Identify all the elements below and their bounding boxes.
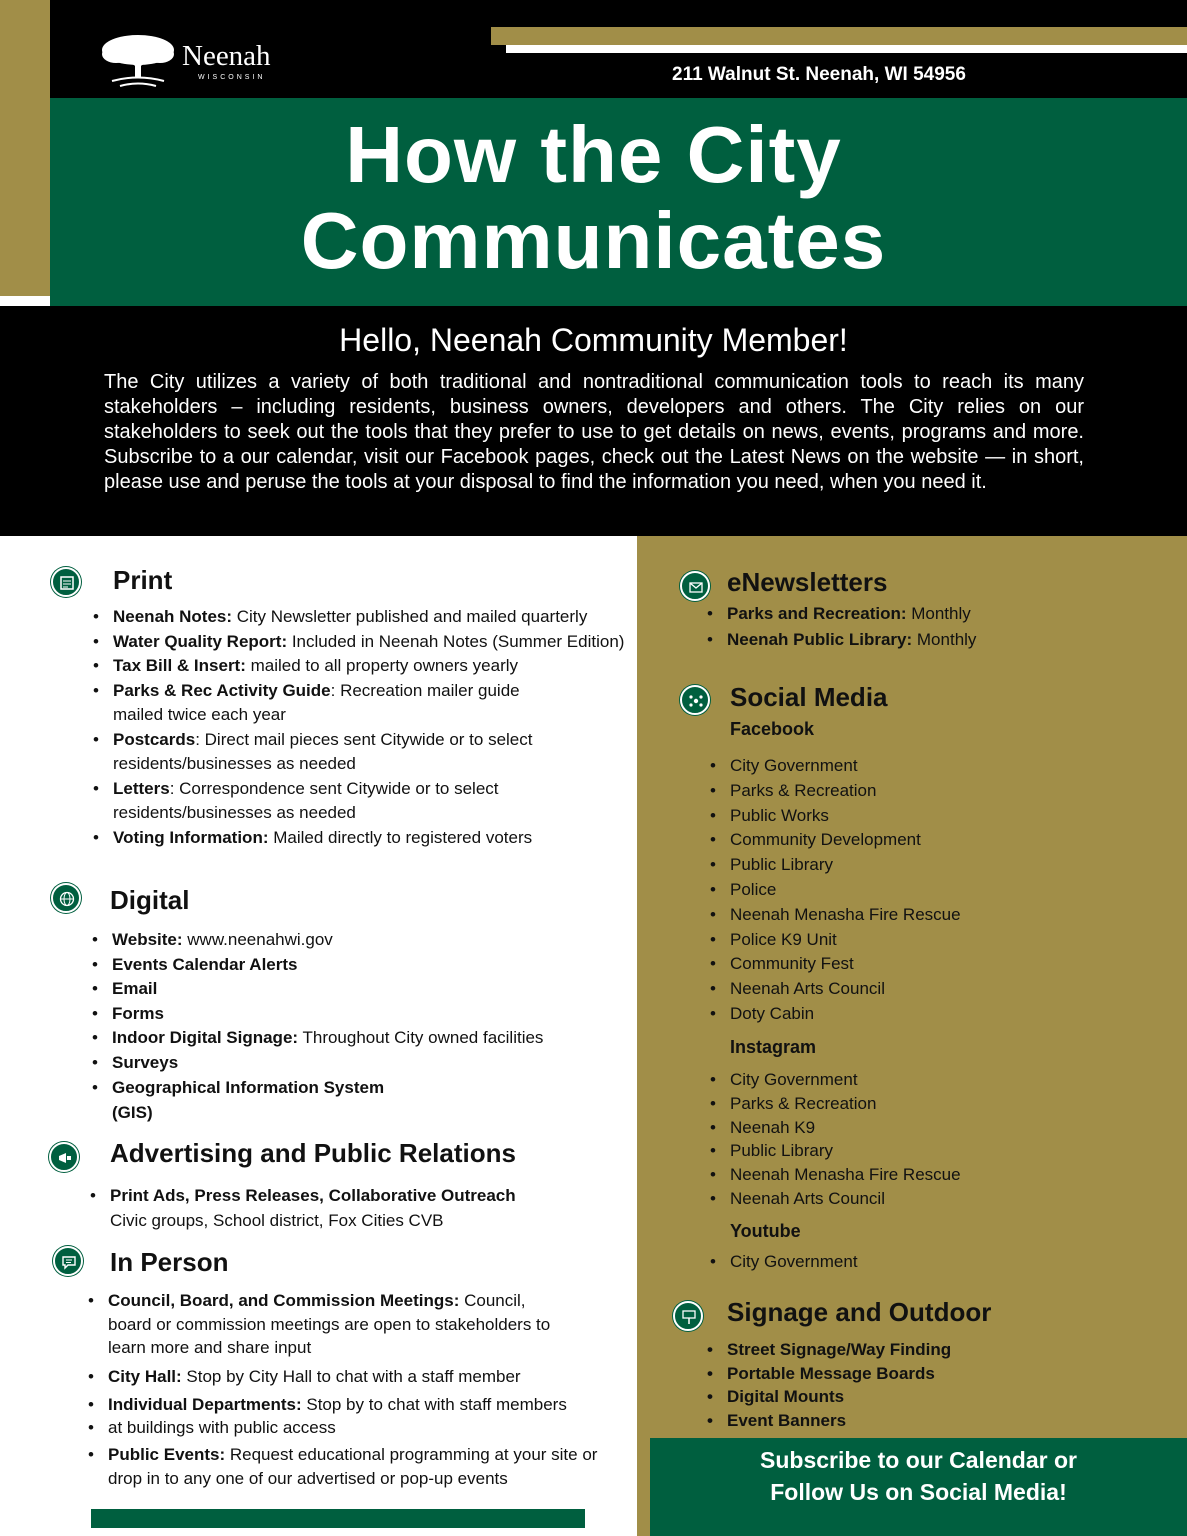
list-item: • Community Fest	[708, 952, 1148, 977]
instagram-list	[708, 1068, 1148, 1211]
youtube-label: Youtube	[730, 1221, 801, 1241]
list-item: • Public Library	[708, 1139, 1148, 1163]
list-item: • Water Quality Report: Included in Neenah Notes (Summer Edition)	[91, 630, 631, 655]
list-item: • Public Events: Request educational programming at your site or drop in to any one of our advertised or pop-up events	[86, 1443, 616, 1490]
list-item: • Police	[708, 878, 1148, 903]
print-list	[91, 605, 631, 850]
list-item: • Parks & Rec Activity Guide: Recreation mailer guide mailed twice each year	[91, 679, 631, 728]
list-item: • Geographical Information System (GIS)	[90, 1075, 420, 1125]
list-item: • Neenah Menasha Fire Rescue	[708, 903, 1148, 928]
list-item: • Neenah Notes: City Newsletter published and mailed quarterly	[91, 605, 631, 630]
list-item: • City Government	[708, 1250, 1148, 1274]
cta-line-2: Follow Us on Social Media!	[770, 1479, 1067, 1505]
top-gold-stripe	[491, 27, 1187, 45]
advertising-list	[88, 1184, 608, 1233]
title-line-2: Communicates	[300, 196, 887, 285]
list-item: • City Government	[708, 1068, 1148, 1092]
list-item: • Voting Information: Mailed directly to registered voters	[91, 826, 631, 851]
in-person-list	[86, 1289, 616, 1490]
list-item: • Postcards: Direct mail pieces sent Citywide or to select residents/businesses as needed	[91, 728, 631, 777]
facebook-list	[708, 754, 1148, 1027]
enewsletters-title: eNewsletters	[727, 567, 888, 597]
list-item: • Neenah Menasha Fire Rescue	[708, 1163, 1148, 1187]
tree-icon	[98, 32, 178, 88]
list-item: • Individual Departments: Stop by to chat with staff members	[86, 1393, 616, 1416]
megaphone-icon	[49, 1142, 79, 1172]
list-item: • Community Development	[708, 828, 1148, 853]
digital-list	[90, 928, 590, 1125]
list-item: • Email	[90, 977, 590, 1002]
cta-line-1: Subscribe to our Calendar or	[760, 1447, 1077, 1473]
list-item: • Street Signage/Way Finding	[705, 1338, 1145, 1362]
list-item: • Letters: Correspondence sent Citywide or to select residents/businesses as needed	[91, 777, 631, 826]
globe-icon	[51, 883, 81, 913]
top-white-stripe	[506, 45, 1187, 53]
list-item: • Parks & Recreation	[708, 1092, 1148, 1116]
signpost-icon	[673, 1301, 703, 1331]
list-item: • Parks and Recreation: Monthly	[705, 601, 1165, 627]
list-item: • City Hall: Stop by City Hall to chat with a staff member	[86, 1365, 616, 1390]
list-item: • at buildings with public access	[86, 1416, 616, 1439]
neenah-logo	[98, 32, 298, 92]
list-item: • Events Calendar Alerts	[90, 953, 590, 978]
list-item: • Print Ads, Press Releases, Collaborative Outreach Civic groups, School district, Fox Cities CVB	[88, 1184, 608, 1233]
list-item: • Indoor Digital Signage: Throughout City owned facilities	[90, 1026, 590, 1051]
chat-icon	[53, 1246, 83, 1276]
digital-title: Digital	[110, 885, 190, 915]
logo-subtitle: WISCONSIN	[198, 74, 266, 81]
youtube-list	[708, 1250, 1148, 1274]
list-item: • Website: www.neenahwi.gov	[90, 928, 590, 953]
list-item: • Parks & Recreation	[708, 779, 1148, 804]
list-item: • Digital Mounts	[705, 1385, 1145, 1409]
newspaper-icon	[51, 567, 81, 597]
list-item: • Neenah Arts Council	[708, 1187, 1148, 1211]
list-item: • Council, Board, and Commission Meetings: Council, board or commission meetings are open to stakeholders to learn more and share input	[86, 1289, 616, 1360]
bottom-green-bar	[91, 1509, 585, 1528]
list-item: • Neenah Arts Council	[708, 977, 1148, 1002]
list-item: • Doty Cabin	[708, 1002, 1148, 1027]
social-media-title: Social Media	[730, 682, 888, 712]
signage-list	[705, 1338, 1145, 1432]
instagram-label: Instagram	[730, 1037, 817, 1057]
intro-paragraph: The City utilizes a variety of both traditional and nontraditional communication tools to reach its many stakeholders – including residents, business owners, developers and others. The City relies on our stakeholders to seek out the tools that they prefer to use to get details on news, events, programs and more. Subscribe to a our calendar, visit our Facebook pages, check out the Latest News on the website — in short, please use and peruse the tools at your disposal to find the information you need, when you need it.	[104, 371, 1084, 493]
facebook-label: Facebook	[730, 719, 815, 739]
signage-title: Signage and Outdoor	[727, 1297, 992, 1327]
greeting: Hello, Neenah Community Member!	[339, 322, 848, 358]
list-item: • Public Library	[708, 853, 1148, 878]
list-item: • Surveys	[90, 1051, 590, 1076]
address: 211 Walnut St. Neenah, WI 54956	[672, 64, 966, 85]
list-item: • Event Banners	[705, 1409, 1145, 1433]
logo-name: Neenah	[182, 40, 271, 72]
list-item: • Forms	[90, 1002, 590, 1027]
list-item: • Public Works	[708, 804, 1148, 829]
print-title: Print	[113, 565, 173, 595]
envelope-icon	[680, 571, 710, 601]
list-item: • Neenah Public Library: Monthly	[705, 627, 1165, 653]
list-item: • Portable Message Boards	[705, 1362, 1145, 1386]
list-item: • Neenah K9	[708, 1116, 1148, 1140]
enewsletters-list	[705, 601, 1165, 653]
advertising-title: Advertising and Public Relations	[110, 1138, 516, 1168]
social-network-icon	[680, 685, 710, 715]
page-title	[50, 112, 1137, 284]
list-item: • Police K9 Unit	[708, 928, 1148, 953]
title-line-1: How the City	[345, 110, 842, 199]
subscribe-call-to-action[interactable]	[650, 1438, 1187, 1536]
list-item: • Tax Bill & Insert: mailed to all property owners yearly	[91, 654, 631, 679]
in-person-title: In Person	[110, 1247, 229, 1277]
list-item: • City Government	[708, 754, 1148, 779]
left-gold-strip	[0, 0, 50, 296]
